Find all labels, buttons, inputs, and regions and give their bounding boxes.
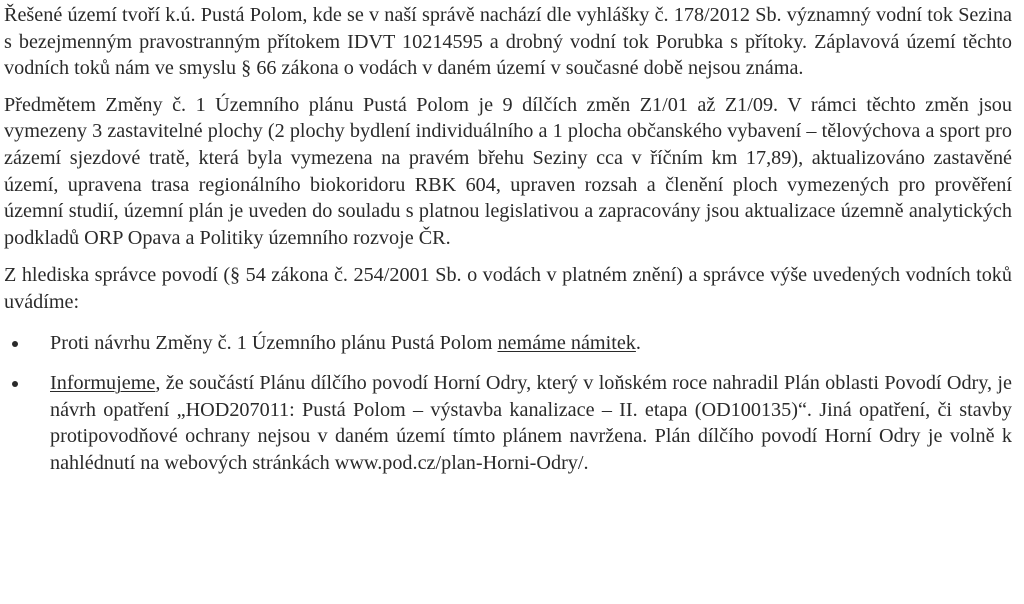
underlined-phrase-no-objections: nemáme námitek <box>497 331 636 354</box>
document-page <box>4 2 1012 491</box>
paragraph-basin-manager: Z hlediska správce povodí (§ 54 zákona č. 254/2001 Sb. o vodách v platném znění) a správce výše uvedených vodních toků uvádíme: <box>4 264 1012 313</box>
statement-list <box>4 330 1012 477</box>
list-item-information <box>4 370 1012 476</box>
paragraph-plan-subject: Předmětem Změny č. 1 Územního plánu Pustá Polom je 9 dílčích změn Z1/01 až Z1/09. V rámci těchto změn jsou vymezeny 3 zastavitelné plochy (2 plochy bydlení individuálního a 1 plocha občanského vybavení – tělovýchova a sport pro zázemí sjezdové tratě, která byla vymezena na pravém břehu Seziny cca v říčním km 17,89), aktualizováno zastavěné území, upravena trasa regionálního biokoridoru RBK 604, upraven rozsah a členění ploch vymezených pro prověření územní studií, územní plán je uveden do souladu s platnou legislativou a zapracovány jsou aktualizace územně analytických podkladů ORP Opava a Politiky územního rozvoje ČR. <box>4 93 1012 249</box>
bullet-icon <box>12 381 18 387</box>
underlined-phrase-informujeme: Informujeme <box>50 372 156 395</box>
paragraph-flood-area: Řešené území tvoří k.ú. Pustá Polom, kde se v naší správě nachází dle vyhlášky č. 178/2012 Sb. významný vodní tok Sezina s bezejmenným pravostranným přítokem IDVT 10214595 a drobný vodní tok Porubka s přítoky. Záplavová území těchto vodních toků nám ve smyslu § 66 zákona o vodách v daném území v současné době nejsou známa. <box>4 4 1012 80</box>
bullet-icon <box>12 341 18 347</box>
list-item-text-end: . <box>635 331 641 354</box>
list-item-text: Proti návrhu Změny č. 1 Územního plánu Pustá Polom <box>50 331 498 354</box>
list-item-no-objections <box>4 330 1012 357</box>
list-item-text-end: , že součástí Plánu dílčího povodí Horní Odry, který v loňském roce nahradil Plán oblasti Povodí Odry, je návrh opatření „HOD207011: Pustá Polom – výstavba kanalizace – II. etapa (OD100135)“. Jiná opatření, či stavby protipovodňové ochrany nejsou v daném území tímto plánem navržena. Plán dílčího povodí Horní Odry je volně k nahlédnutí na webových stránkách www.pod.cz/plan-Horni-Odry/. <box>50 372 1012 474</box>
